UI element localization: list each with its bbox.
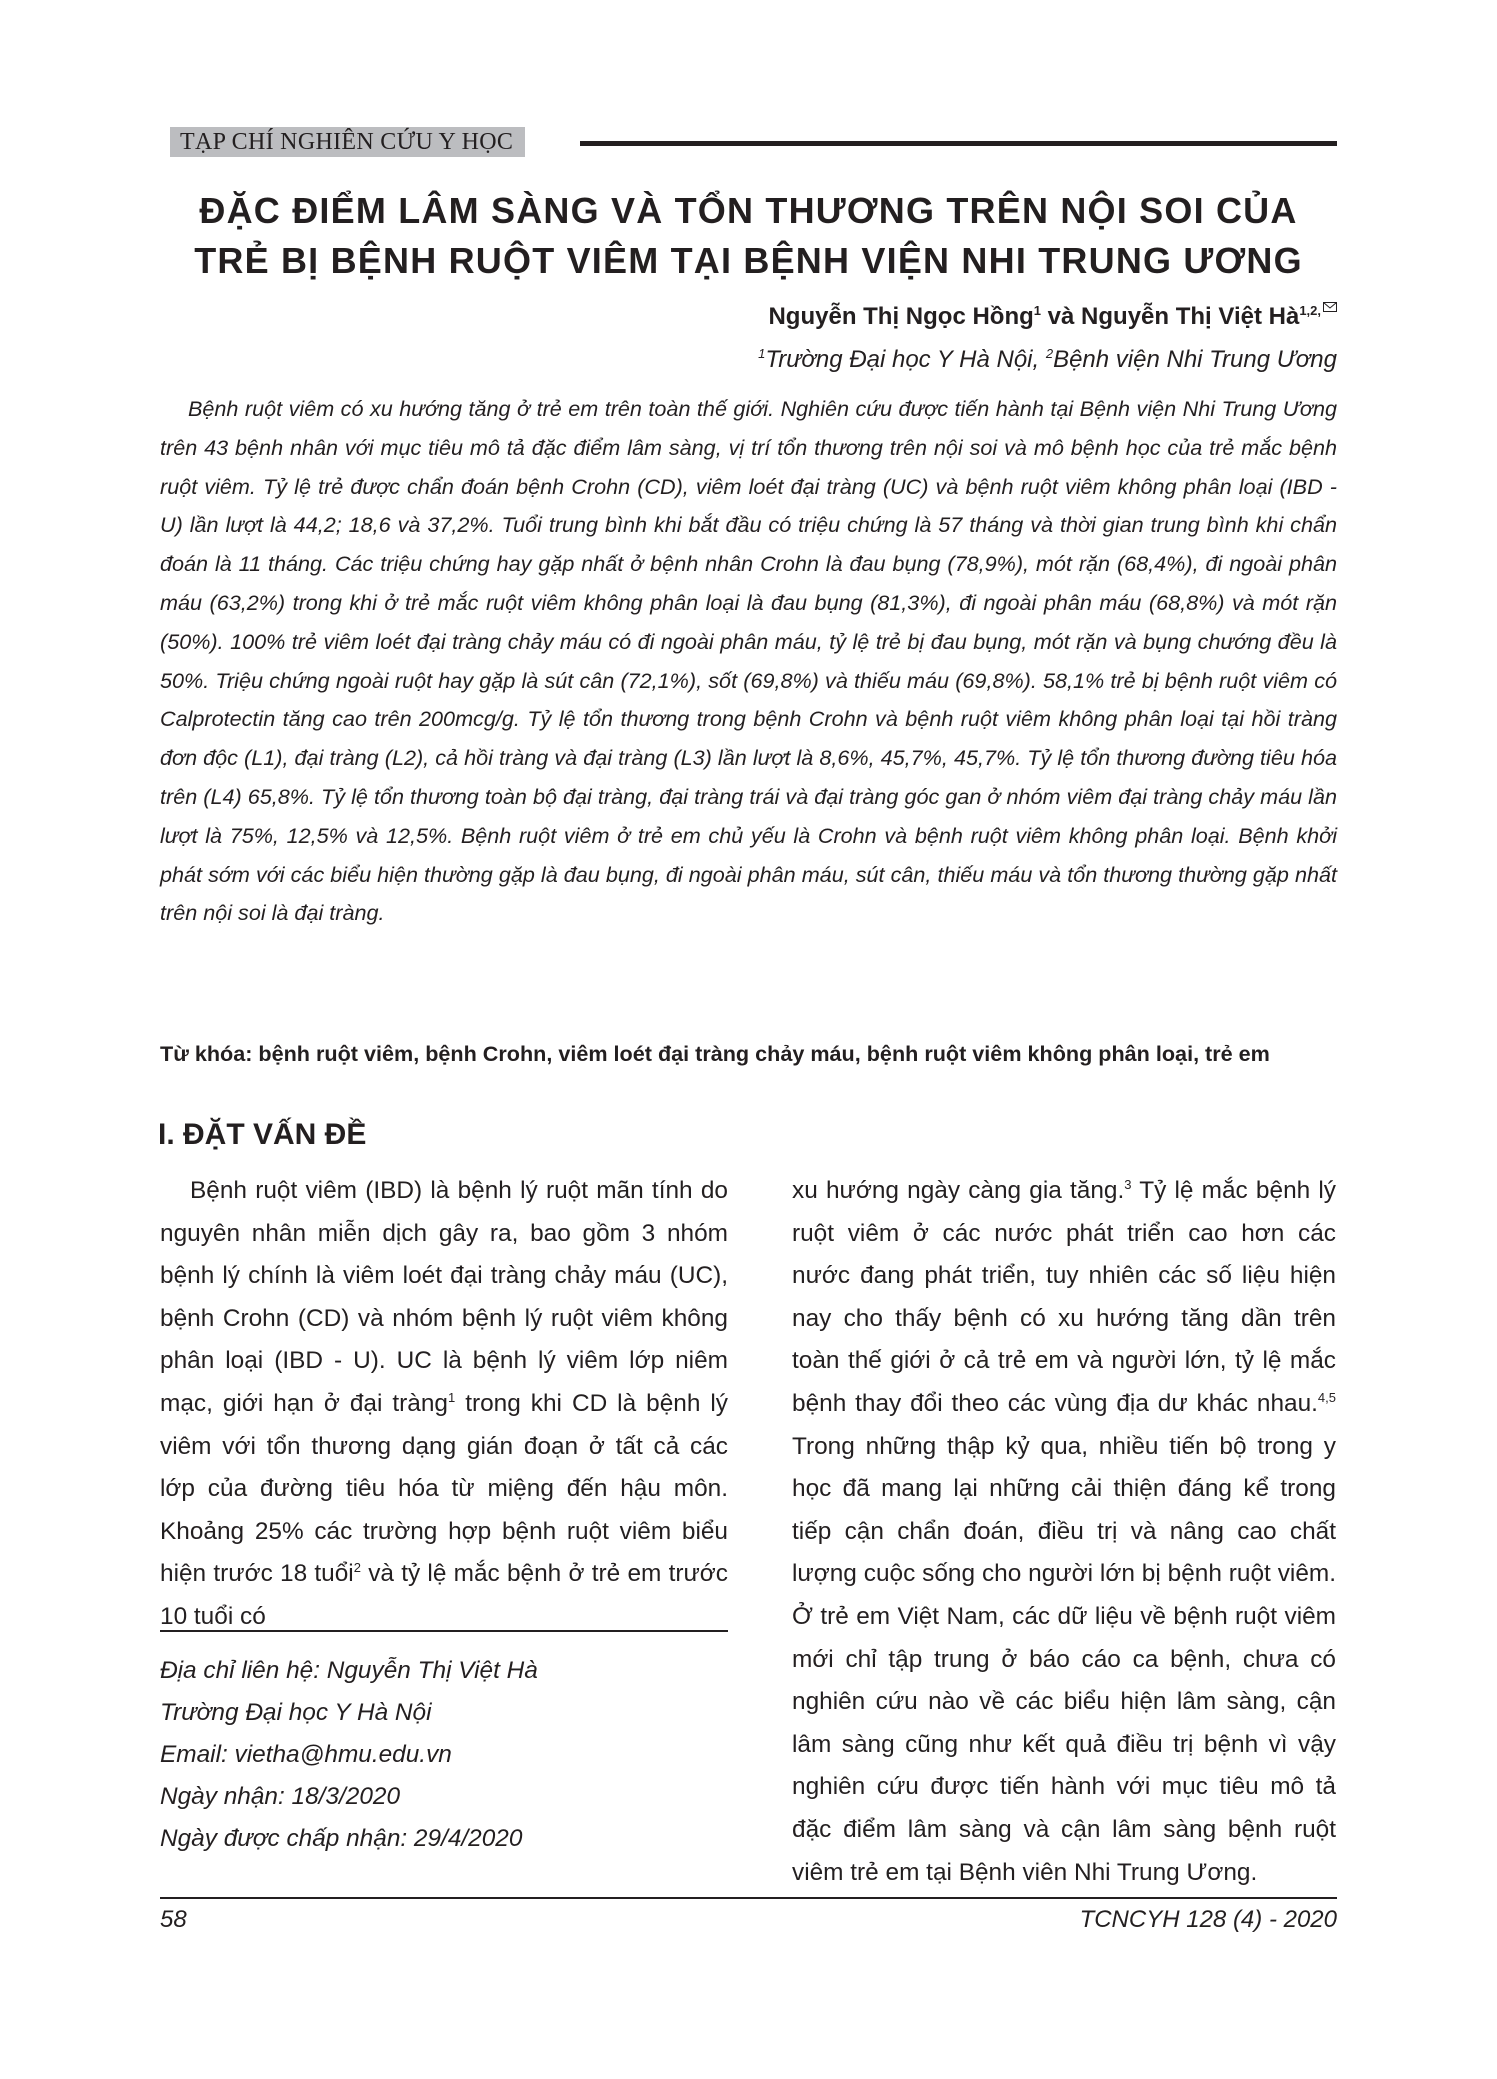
abstract: Bệnh ruột viêm có xu hướng tăng ở trẻ em trên toàn thế giới. Nghiên cứu được tiến hành tại Bệnh viện Nhi Trung Ương trên 43 bệnh nhân với mục tiêu mô tả đặc điểm lâm sàng, vị trí tổn thương trên nội soi và mô bệnh học của trẻ mắc bệnh ruột viêm. Tỷ lệ trẻ được chẩn đoán bệnh Crohn (CD), viêm loét đại tràng (UC) và bệnh ruột viêm không phân loại (IBD - U) lần lượt là 44,2; 18,6 và 37,2%. Tuổi trung bình khi bắt đầu có triệu chứng là 57 tháng và thời gian trung bình khi chẩn đoán là 11 tháng. Các triệu chứng hay gặp nhất ở bệnh nhân Crohn là đau bụng (78,9%), mót rặn (68,4%), đi ngoài phân máu (63,2%) trong khi ở trẻ mắc ruột viêm không phân loại là đau bụng (81,3%), đi ngoài phân máu (68,8%) và mót rặn (50%). 100% trẻ viêm loét đại tràng chảy máu có đi ngoài phân máu, tỷ lệ trẻ bị đau bụng, mót rặn và bụng chướng đều là 50%. Triệu chứng ngoài ruột hay gặp là sút cân (72,1%), sốt (69,8%) và thiếu máu (69,8%). 58,1% trẻ bị bệnh ruột viêm có Calprotectin tăng cao trên 200mcg/g. Tỷ lệ tổn thương trong bệnh Crohn và bệnh ruột viêm không phân loại tại hồi tràng đơn độc (L1), đại tràng (L2), cả hồi tràng và đại tràng (L3) lần lượt là 8,6%, 45,7%, 45,7%. Tỷ lệ tổn thương đường tiêu hóa trên (L4) 65,8%. Tỷ lệ tổn thương toàn bộ đại tràng, đại tràng trái và đại tràng góc gan ở nhóm viêm đại tràng chảy máu lần lượt là 75%, 12,5% và 12,5%. Bệnh ruột viêm ở trẻ em chủ yếu là Crohn và bệnh ruột viêm không phân loại. Bệnh khởi phát sớm với các biểu hiện thường gặp là đau bụng, đi ngoài phân máu, sút cân, thiếu máu và tổn thương thường gặp nhất trên nội soi là đại tràng. <box>160 396 1337 926</box>
keywords: Từ khóa: bệnh ruột viêm, bệnh Crohn, viêm loét đại tràng chảy máu, bệnh ruột viêm không phân loại, trẻ em <box>160 1041 1270 1066</box>
contact-info <box>160 1650 538 1860</box>
intro-left-text-a: Bệnh ruột viêm (IBD) là bệnh lý ruột mãn tính do nguyên nhân miễn dịch gây ra, bao gồm 3 nhóm bệnh lý chính là viêm loét đại tràng chảy máu (UC), bệnh Crohn (CD) và nhóm bệnh lý ruột viêm không phân loại (IBD - U). UC là bệnh lý viêm lớp niêm mạc, giới hạn ở đại tràng <box>160 1177 728 1417</box>
author-2: Nguyễn Thị Việt Hà <box>1081 303 1300 330</box>
received-date: Ngày nhận: 18/3/2020 <box>160 1783 401 1810</box>
title-line-2: TRẺ BỊ BỆNH RUỘT VIÊM TẠI BỆNH VIỆN NHI TRUNG ƯƠNG <box>194 240 1303 281</box>
affiliation-2-marker: 2 <box>1045 346 1054 361</box>
journal-issue: TCNCYH 128 (4) - 2020 <box>1079 1906 1337 1933</box>
intro-right-text-c: Trong những thập kỷ qua, nhiều tiến bộ trong y học đã mang lại những cải thiện đáng kể trong tiếp cận chẩn đoán, điều trị và nâng cao chất lượng cuộc sống cho người lớn bị bệnh ruột viêm. Ở trẻ em Việt Nam, các dữ liệu về bệnh ruột viêm mới chỉ tập trung ở báo cáo ca bệnh, chưa có nghiên cứu nào về các biểu hiện lâm sàng, cận lâm sàng cũng như kết quả điều trị bệnh vì vậy nghiên cứu được tiến hành với mục tiêu mô tả đặc điểm lâm sàng và cận lâm sàng bệnh ruột viêm trẻ em tại Bệnh viên Nhi Trung Ương. <box>792 1432 1336 1886</box>
section-heading: I. ĐẶT VẤN ĐỀ <box>158 1118 367 1151</box>
footnote-rule <box>160 1630 728 1632</box>
intro-right-column <box>792 1170 1336 1894</box>
accepted-date: Ngày được chấp nhận: 29/4/2020 <box>160 1825 523 1852</box>
citation-2: 2 <box>353 1560 361 1576</box>
page-number: 58 <box>160 1906 187 1933</box>
citation-1: 1 <box>448 1389 456 1405</box>
author-connector: và <box>1041 303 1082 330</box>
contact-address: Địa chỉ liên hệ: Nguyễn Thị Việt Hà <box>160 1657 538 1684</box>
title-line-1: ĐẶC ĐIỂM LÂM SÀNG VÀ TỔN THƯƠNG TRÊN NỘI SOI CỦA <box>199 190 1298 231</box>
author-1-affiliation: 1 <box>1033 303 1042 318</box>
intro-right-text-a: xu hướng ngày càng gia tăng. <box>792 1177 1125 1204</box>
intro-right-text-b: Tỷ lệ mắc bệnh lý ruột viêm ở các nước phát triển cao hơn các nước đang phát triển, tuy nhiên các số liệu hiện nay cho thấy bệnh có xu hướng tăng dần trên toàn thế giới ở cả trẻ em và người lớn, tỷ lệ mắc bệnh thay đổi theo các vùng địa dư khác nhau. <box>792 1177 1336 1417</box>
affiliation-2: Bệnh viện Nhi Trung Ương <box>1053 346 1337 373</box>
header-rule <box>580 141 1337 146</box>
contact-institution: Trường Đại học Y Hà Nội <box>160 1699 432 1726</box>
intro-left-text-c: và tỷ lệ mắc bệnh ở trẻ em trước 10 tuổi có <box>160 1560 728 1630</box>
envelope-icon <box>1323 302 1337 312</box>
citation-3: 3 <box>1124 1177 1132 1192</box>
article-title <box>160 186 1337 286</box>
affiliation-1: Trường Đại học Y Hà Nội, <box>765 346 1046 373</box>
affiliations <box>758 344 1337 376</box>
affiliation-1-marker: 1 <box>758 346 766 361</box>
author-1: Nguyễn Thị Ngọc Hồng <box>768 303 1034 330</box>
contact-email: Email: vietha@hmu.edu.vn <box>160 1741 452 1768</box>
author-list <box>768 301 1337 333</box>
journal-header-tag: TẠP CHÍ NGHIÊN CỨU Y HỌC <box>170 127 525 157</box>
citation-4-5: 4,5 <box>1317 1389 1336 1405</box>
footer-rule <box>160 1897 1337 1899</box>
author-2-affiliation: 1,2, <box>1299 303 1321 318</box>
intro-left-text-b: trong khi CD là bệnh lý viêm với tổn thương dạng gián đoạn ở tất cả các lớp của đường tiêu hóa từ miệng đến hậu môn. Khoảng 25% các trường hợp bệnh ruột viêm biểu hiện trước 18 tuổi <box>160 1389 728 1588</box>
intro-left-column <box>160 1170 728 1639</box>
